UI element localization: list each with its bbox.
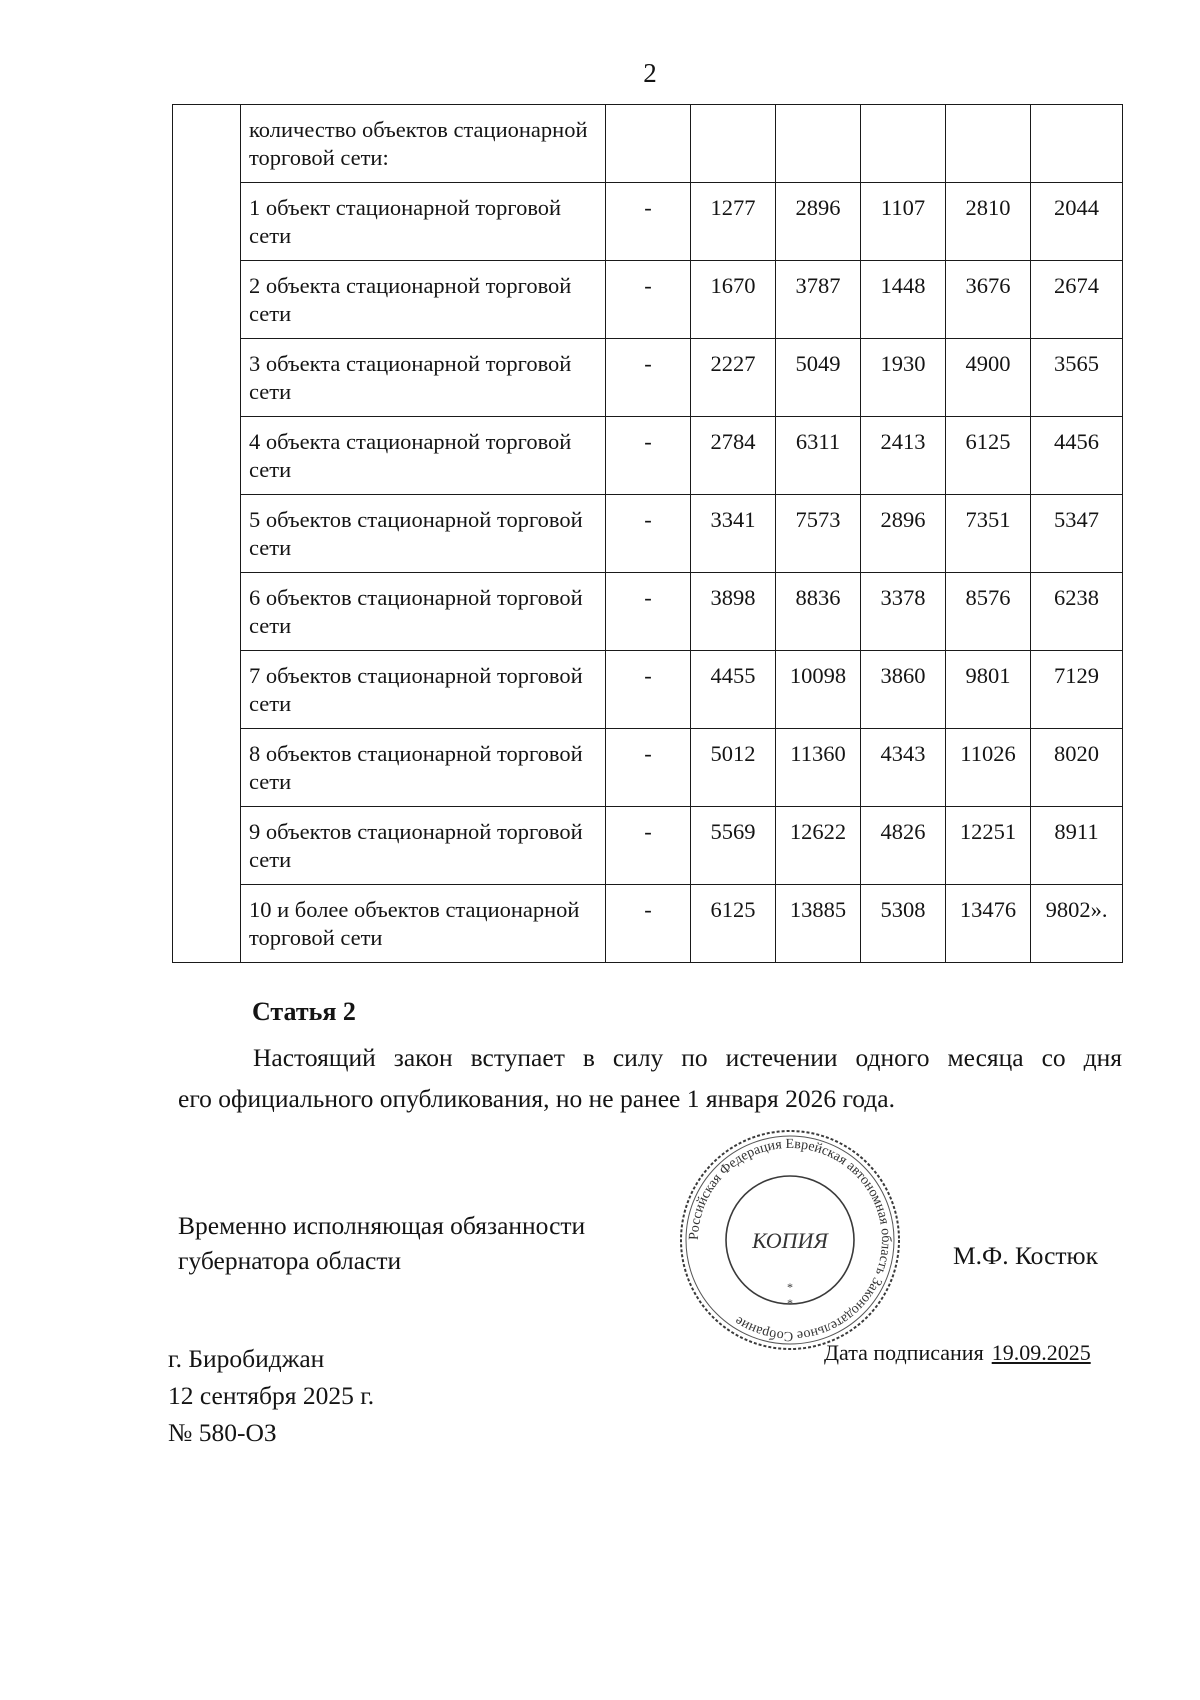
official-stamp	[675, 1125, 905, 1355]
signing-date-label: Дата подписания	[824, 1340, 984, 1365]
table-row	[173, 183, 1123, 261]
table-cell: 7351	[946, 495, 1031, 573]
law-number: № 580-ОЗ	[168, 1418, 277, 1447]
table-cell: 6125	[946, 417, 1031, 495]
table-row-label: 7 объектов стационарной торговой сети	[241, 651, 606, 729]
table-cell: 3676	[946, 261, 1031, 339]
table-cell: 12251	[946, 807, 1031, 885]
table-cell: 1277	[691, 183, 776, 261]
table-cell: 13885	[776, 885, 861, 963]
table-row-label: 6 объектов стационарной торговой сети	[241, 573, 606, 651]
table-cell: -	[606, 729, 691, 807]
table-cell: 12622	[776, 807, 861, 885]
table-row	[173, 261, 1123, 339]
table-cell: 8836	[776, 573, 861, 651]
table-row	[173, 417, 1123, 495]
table-cell: 4343	[861, 729, 946, 807]
table-cell: 7573	[776, 495, 861, 573]
table-row-label: 4 объекта стационарной торговой сети	[241, 417, 606, 495]
table-cell: 7129	[1031, 651, 1123, 729]
table-cell: 2044	[1031, 183, 1123, 261]
table-cell: 6125	[691, 885, 776, 963]
table-cell: 1107	[861, 183, 946, 261]
table-cell: 4456	[1031, 417, 1123, 495]
table-cell: 3565	[1031, 339, 1123, 417]
table-cell: 3860	[861, 651, 946, 729]
table-cell: 5347	[1031, 495, 1123, 573]
table-cell: 10098	[776, 651, 861, 729]
table-cell: 2810	[946, 183, 1031, 261]
table-cell: -	[606, 651, 691, 729]
article-text	[178, 1037, 1122, 1119]
signing-date	[824, 1340, 1091, 1366]
article-text-line: Настоящий закон вступает в силу по истечении одного месяца со дня	[253, 1043, 1122, 1072]
table-row-label: 9 объектов стационарной торговой сети	[241, 807, 606, 885]
city: г. Биробиджан	[168, 1344, 325, 1373]
table-cell: 3378	[861, 573, 946, 651]
table-row-label: 1 объект стационарной торговой сети	[241, 183, 606, 261]
table-cell: 2413	[861, 417, 946, 495]
table-cell: -	[606, 807, 691, 885]
table-cell: 11360	[776, 729, 861, 807]
table-row	[173, 885, 1123, 963]
table-row-label: 8 объектов стационарной торговой сети	[241, 729, 606, 807]
table-row-label: 3 объекта стационарной торговой сети	[241, 339, 606, 417]
page-number: 2	[643, 58, 657, 88]
table-cell: 6238	[1031, 573, 1123, 651]
table-row	[173, 339, 1123, 417]
article-text-line: его официального опубликования, но не ранее 1 января 2026 года.	[178, 1084, 895, 1113]
table-cell: 2784	[691, 417, 776, 495]
table-cell: 1670	[691, 261, 776, 339]
signatory-title	[178, 1208, 585, 1278]
table-cell: 2227	[691, 339, 776, 417]
table-cell: 4826	[861, 807, 946, 885]
table-cell: 8020	[1031, 729, 1123, 807]
table-cell: 1448	[861, 261, 946, 339]
table-cell: 4455	[691, 651, 776, 729]
table-cell: 5308	[861, 885, 946, 963]
article-heading: Статья 2	[252, 997, 356, 1026]
table-row	[173, 651, 1123, 729]
signing-date-value: 19.09.2025	[991, 1340, 1091, 1365]
table-cell: 3898	[691, 573, 776, 651]
table-cell: -	[606, 495, 691, 573]
adoption-date: 12 сентября 2025 г.	[168, 1381, 375, 1410]
table-header-row	[173, 105, 1123, 183]
table-row	[173, 807, 1123, 885]
table-cell: 2674	[1031, 261, 1123, 339]
table-cell: 8911	[1031, 807, 1123, 885]
tariff-table	[172, 104, 1123, 963]
table-row-label: 2 объекта стационарной торговой сети	[241, 261, 606, 339]
table-cell: -	[606, 339, 691, 417]
table-row	[173, 495, 1123, 573]
table-cell: -	[606, 885, 691, 963]
stamp-center-text: КОПИЯ	[752, 1228, 828, 1253]
table-row-label: количество объектов стационарной торговой сети:	[241, 105, 606, 183]
stamp-star-icon: *	[787, 1296, 793, 1310]
table-cell: 5012	[691, 729, 776, 807]
table-cell: -	[606, 183, 691, 261]
signatory-name: М.Ф. Костюк	[953, 1241, 1098, 1270]
table-cell: 2896	[861, 495, 946, 573]
stamp-ring-text-path: Российская Федерация Еврейская автономная область Законодательное Собрание	[686, 1136, 894, 1344]
signatory-title-line: губернатора области	[178, 1246, 402, 1275]
table-cell: 9802».	[1031, 885, 1123, 963]
stamp-star-icon: *	[787, 1280, 793, 1294]
table-row	[173, 729, 1123, 807]
signatory-title-line: Временно исполняющая обязанности	[178, 1211, 586, 1240]
table-row	[173, 573, 1123, 651]
table-cell: 13476	[946, 885, 1031, 963]
table-cell: 3341	[691, 495, 776, 573]
table-cell: 11026	[946, 729, 1031, 807]
table-cell: 2896	[776, 183, 861, 261]
table-left-column	[173, 105, 241, 963]
table-cell: 1930	[861, 339, 946, 417]
table-row-label: 5 объектов стационарной торговой сети	[241, 495, 606, 573]
table-cell: 9801	[946, 651, 1031, 729]
table-cell: -	[606, 261, 691, 339]
table-cell: 8576	[946, 573, 1031, 651]
table-row-label: 10 и более объектов стационарной торговой сети	[241, 885, 606, 963]
table-cell: 3787	[776, 261, 861, 339]
table-cell: -	[606, 573, 691, 651]
table-cell: 5049	[776, 339, 861, 417]
table-cell: -	[606, 417, 691, 495]
place-and-date	[168, 1340, 374, 1451]
table-cell: 6311	[776, 417, 861, 495]
table-cell: 5569	[691, 807, 776, 885]
table-cell: 4900	[946, 339, 1031, 417]
